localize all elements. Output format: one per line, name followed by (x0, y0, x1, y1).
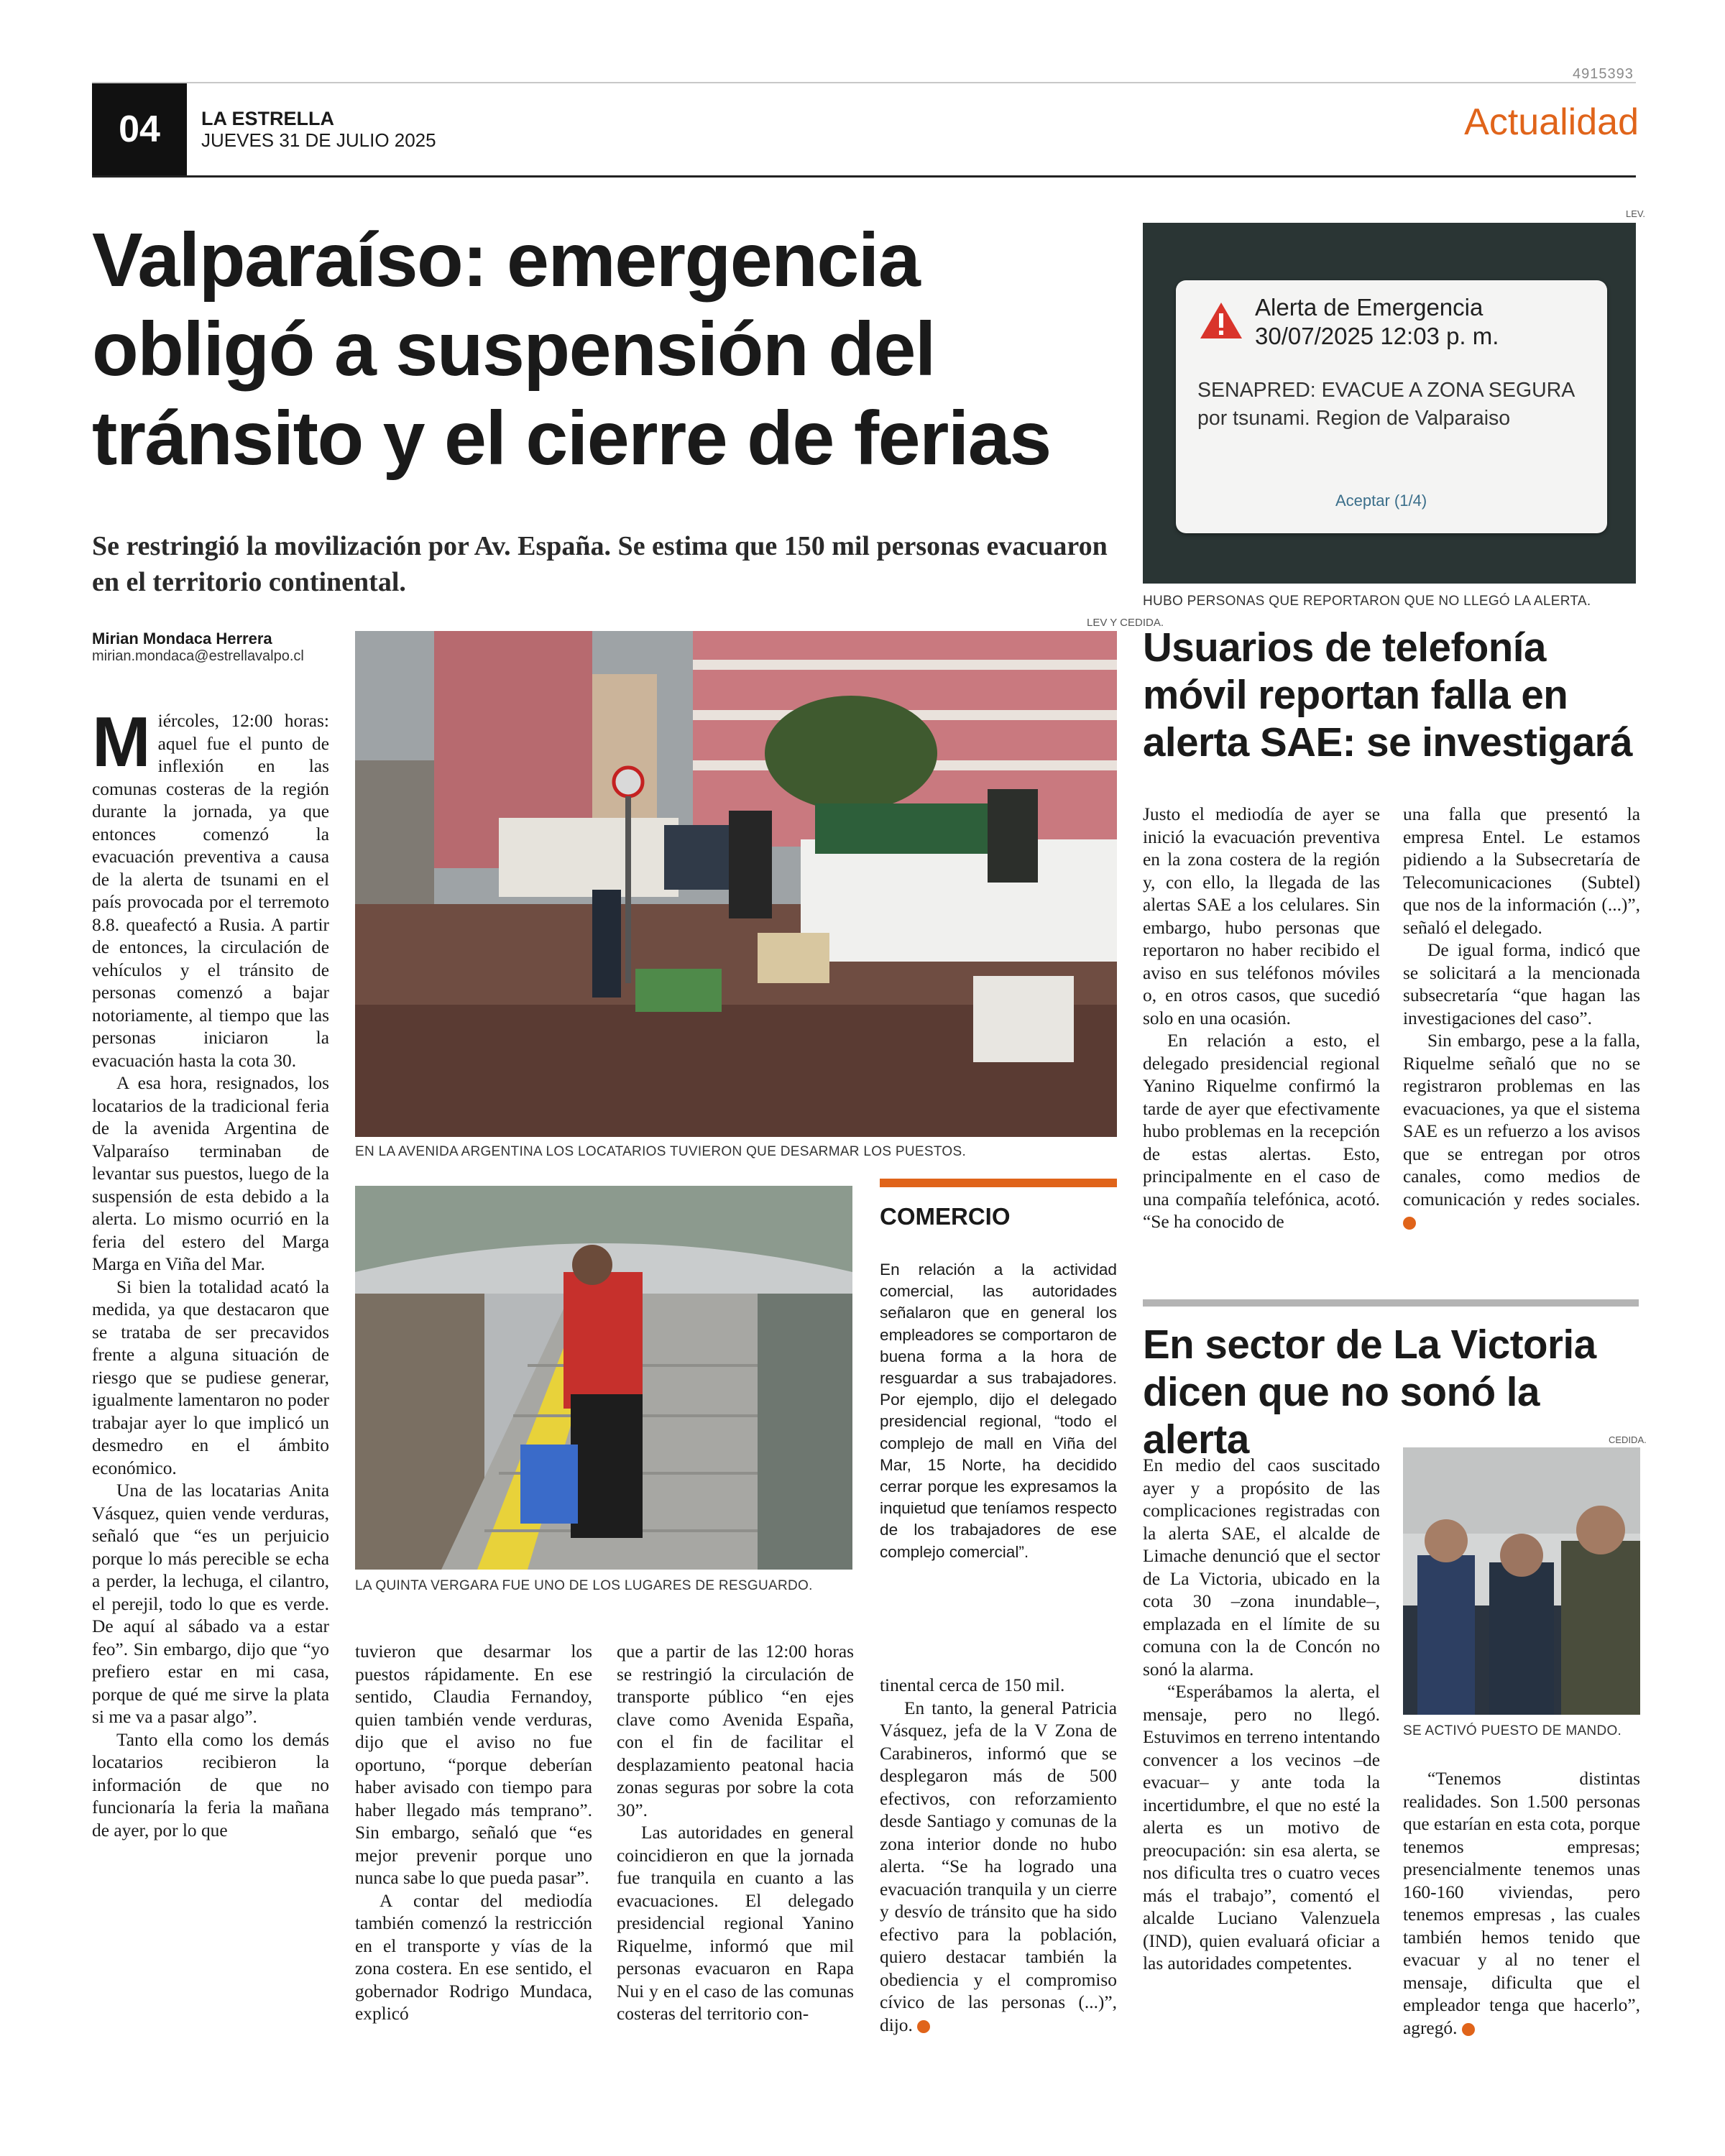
alert-timestamp: 30/07/2025 12:03 p. m. (1255, 323, 1499, 349)
photo-caption: SE ACTIVÓ PUESTO DE MANDO. (1403, 1723, 1622, 1738)
body-paragraph: Una de las locatarias Anita Vásquez, quien vende verduras, señaló que “es un perjuicio porque lo más perecible se echa a perder, la lechuga, el cilantro, el perejil, todo lo que es verde. De aquí al sábado va a estar feo”. Sin embargo, dijo que “yo prefiero estar en mi casa, porque de qué me sirve la plata si me va a pasar algo”. (92, 1480, 329, 1727)
body-paragraph: En medio del caos suscitado ayer y a propósito de las complicaciones registradas con la alerta SAE, el alcalde de Limache denunció que el sector de La Victoria, ubicado en la cota 30 –zona inundable–, emplazada en el límite de su comuna con la de Concón no sonó la alarma. (1143, 1455, 1380, 1680)
warning-triangle-icon (1199, 300, 1243, 341)
photo-caption: EN LA AVENIDA ARGENTINA LOS LOCATARIOS TUVIERON QUE DESARMAR LOS PUESTOS. (355, 1144, 967, 1159)
body-paragraph: Tanto ella como los demás locatarios recibieron la información de que no funcionaría la feria la mañana de ayer, por lo que (92, 1729, 329, 1841)
alert-caption: HUBO PERSONAS QUE REPORTARON QUE NO LLEGÓ LA ALERTA. (1143, 594, 1591, 609)
body-paragraph: Miércoles, 12:00 horas: aquel fue el punto de inflexión en las comunas costeras de la región durante la jornada, ya que entonces comenzó la evacuación preventiva a causa de la alerta de tsunami en el país provocada por el terremoto 8.8. queafectó a Rusia. A partir de entonces, la circulación de vehículos y el tránsito de personas comenzó a bajar notoriamente, al tiempo que las personas iniciaron la evacuación hasta la cota 30. (92, 710, 329, 1071)
publication-name: LA ESTRELLA (201, 108, 334, 129)
comercio-accent-bar (880, 1179, 1117, 1187)
drop-cap: M (92, 710, 151, 781)
author-name: Mirian Mondaca Herrera (92, 630, 272, 648)
main-article-column-1 (92, 710, 329, 2097)
stairs-photo-illustration (355, 1186, 852, 1570)
header-rule (92, 175, 1636, 178)
end-mark-icon: + (1462, 2023, 1475, 2036)
body-paragraph: tinental cerca de 150 mil. (880, 1675, 1065, 1695)
body-paragraph: una falla que presentó la empresa Entel. Le estamos pidiendo a la Subsecretaría de Telecomunicaciones (Subtel) que nos de la información (...)”, señaló el delegado. (1403, 804, 1640, 938)
photo-caption: LA QUINTA VERGARA FUE UNO DE LOS LUGARES DE RESGUARDO. (355, 1578, 813, 1593)
end-mark-icon: + (917, 2020, 930, 2033)
body-paragraph: Las autoridades en general coincidieron en que la jornada fue tranquila en cuanto a las evacuaciones. El delegado presidencial regional Yanino Riquelme, informó que mil personas evacuaron en Rapa Nui y en el caso de las comunas costeras del territorio con- (617, 1823, 854, 2024)
article2-headline: Usuarios de telefonía móvil reportan falla en alerta SAE: se investigará (1143, 625, 1633, 765)
article3-column-2 (1403, 1768, 1640, 2099)
body-paragraph: En tanto, la general Patricia Vásquez, jefa de la V Zona de Carabineros, informó que se desplegaron más de 500 efectivos, con reforzamiento desde Santiago y comunas de la zona interior donde no hubo alerta. “Se ha logrado una evacuación tranquila y un cierre y desvío de tránsito que ha sido efectivo para la población, quiero destacar también la obediencia y el compromiso cívico de las personas (...)”, dijo. + (880, 1697, 1117, 2035)
publication-date: JUEVES 31 DE JULIO 2025 (201, 129, 436, 151)
photo-credit: CEDIDA. (1609, 1434, 1647, 1445)
comercio-body (880, 1259, 1117, 1563)
section-label: Actualidad (1464, 101, 1639, 143)
comercio-title: COMERCIO (880, 1203, 1011, 1230)
page-number: 04 (92, 83, 187, 175)
end-mark-icon: + (1403, 1217, 1416, 1230)
comercio-paragraph: En relación a la actividad comercial, las autoridades señalaron que en general los empleadores se comportaron de buena forma a la hora de resguardar a sus trabajadores. Por ejemplo, dijo el delegado presidencial regional, “todo el complejo de mall en Viña del Mar, 15 Norte, ha decidido cerrar porque les expresamos la inquietud que teníamos respecto de los trabajadores de ese complejo comercial”. (880, 1261, 1117, 1561)
alert-message: SENAPRED: EVACUE A ZONA SEGURA por tsunami. Region de Valparaiso (1197, 379, 1574, 430)
command-post-illustration (1403, 1447, 1640, 1715)
body-paragraph: De igual forma, indicó que se solicitará a la mencionada subsecretaría “que hagan las investigaciones del caso”. (1403, 940, 1640, 1028)
body-paragraph: Justo el mediodía de ayer se inició la evacuación preventiva en la zona costera de la región y, con ello, la llegada de las alertas SAE a los celulares. Sin embargo, hubo personas que reportaron no haber recibido el aviso en sus teléfonos móviles o, en otros casos, que sucedió solo en una ocasión. (1143, 804, 1380, 1028)
market-photo (355, 631, 1117, 1137)
article3-headline: En sector de La Victoria dicen que no sonó la alerta (1143, 1322, 1596, 1462)
body-paragraph: A contar del mediodía también comenzó la restricción en el transporte y vías de la zona costera. En ese sentido, el gobernador Rodrigo Mundaca, explicó (355, 1890, 592, 2024)
main-article-column-2 (355, 1641, 592, 2093)
main-headline: Valparaíso: emergencia obligó a suspensión del tránsito y el cierre de ferias (92, 218, 1051, 481)
body-paragraph: “Esperábamos la alerta, el mensaje, pero no llegó. Estuvimos en terreno intentando convencer a los vecinos –de evacuar– y ante toda la incertidumbre, el que no esté la alerta es un motivo de preocupación: sin esa alerta, se nos dificulta tres o cuatro veces más el trabajo”, comentó el alcalde Luciano Valenzuela (IND), quien evaluará oficiar a las autoridades competentes. (1143, 1682, 1380, 1973)
quinta-vergara-photo (355, 1186, 852, 1570)
photo-credit: LEV Y CEDIDA. (1087, 617, 1164, 629)
main-article-column-4 (880, 1674, 1117, 2099)
body-paragraph: A esa hora, resignados, los locatarios de la tradicional feria de la avenida Argentina de Valparaíso terminaban de levantar sus puestos, luego de la suspensión de esta debido a la alerta. Lo mismo ocurrió en la feria del estero del Marga Marga en Viña del Mar. (92, 1073, 329, 1274)
article-divider (1143, 1299, 1639, 1307)
article3-column-1 (1143, 1455, 1380, 2101)
body-paragraph: que a partir de las 12:00 horas se restringió la circulación de transporte público “en ejes clave como Avenida España, con el fin de facilitar el desplazamiento peatonal hacia zonas seguras por sobre la cota 30”. (617, 1641, 854, 1820)
command-post-photo (1403, 1447, 1640, 1715)
body-paragraph: tuvieron que desarmar los puestos rápidamente. En ese sentido, Claudia Fernandoy, quien también vende verduras, dijo que el aviso no fue oportuno, “porque deberían haber avisado con tiempo para haber llegado más temprano”. Sin embargo, señaló que “es mejor prevenir porque uno nunca sabe lo que pueda pasar”. (355, 1641, 592, 1888)
page-code: 4915393 (1573, 66, 1634, 82)
alert-accept-button[interactable]: Aceptar (1/4) (1335, 492, 1427, 510)
main-article-column-3 (617, 1641, 854, 2093)
body-paragraph: En relación a esto, el delegado presidencial regional Yanino Riquelme confirmó la tarde de ayer que efectivamente hubo problemas en la recepción de estas alertas. Esto, principalmente en el caso de una compañía telefónica, acotó. “Se ha conocido de (1143, 1031, 1380, 1232)
article2-column-1 (1143, 803, 1380, 1286)
alert-title: Alerta de Emergencia (1255, 294, 1484, 321)
alert-photo-credit: LEV. (1626, 208, 1645, 219)
top-rule (92, 82, 1636, 83)
body-paragraph: Sin embargo, pese a la falla, Riquelme señaló que no se registraron problemas en las evacuaciones, ya que el sistema SAE es un refuerzo a los avisos que se entregan por otros canales, como medios de comunicación y redes sociales. + (1403, 1031, 1640, 1230)
author-email[interactable]: mirian.mondaca@estrellavalpo.cl (92, 648, 304, 664)
article2-column-2 (1403, 803, 1640, 1286)
main-lead: Se restringió la movilización por Av. España. Se estima que 150 mil personas evacuaron en el territorio continental. (92, 531, 1108, 597)
body-paragraph: “Tenemos distintas realidades. Son 1.500 personas que estarían en esta cota, porque tenemos empresas; presencialmente tenemos unas 160-160 viviendas, pero tenemos empresas , las cuales también hemos tenido que evacuar y al no tener el mensaje, dificulta que el empleador tenga que hacerlo”, agregó. + (1403, 1769, 1640, 2038)
body-paragraph: Si bien la totalidad acató la medida, ya que destacaron que se trataba de ser precavidos frente a alguna situación de riesgo que se pudiese generar, igualmente lamentaron no poder trabajar ayer lo que implicó un desmedro en el ámbito económico. (92, 1276, 329, 1478)
market-photo-illustration (355, 631, 1117, 1137)
